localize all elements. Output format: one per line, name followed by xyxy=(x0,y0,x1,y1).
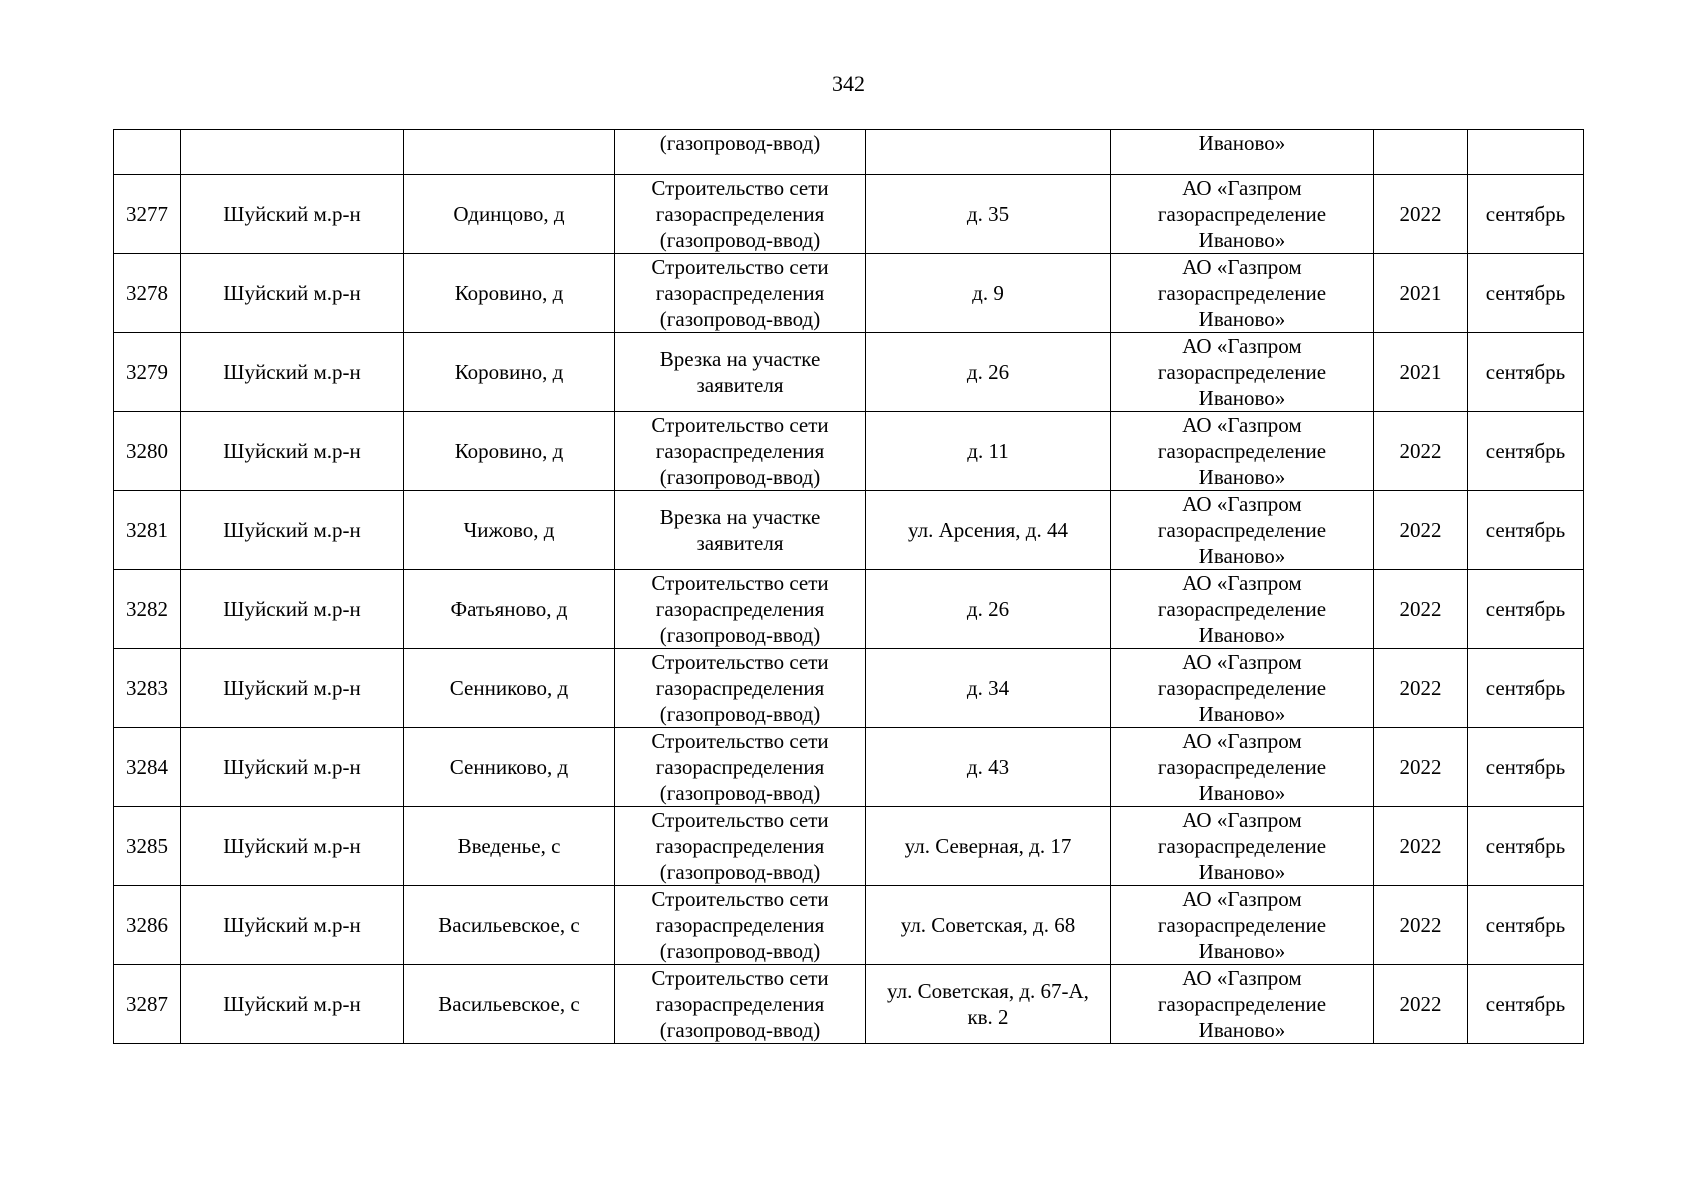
cell-district: Шуйский м.р-н xyxy=(181,175,404,254)
cell-address: д. 35 xyxy=(866,175,1111,254)
cell-district: Шуйский м.р-н xyxy=(181,412,404,491)
cell-month: сентябрь xyxy=(1468,254,1584,333)
cell-num: 3284 xyxy=(114,728,181,807)
cell-org: АО «Газпром газораспределение Иваново» xyxy=(1111,965,1374,1044)
cell-work: (газопровод-ввод) xyxy=(615,130,866,175)
cell-year: 2022 xyxy=(1374,570,1468,649)
cell-year: 2021 xyxy=(1374,333,1468,412)
cell-org: АО «Газпром газораспределение Иваново» xyxy=(1111,570,1374,649)
cell-month: сентябрь xyxy=(1468,886,1584,965)
cell-address: ул. Советская, д. 68 xyxy=(866,886,1111,965)
cell-num: 3285 xyxy=(114,807,181,886)
cell-month: сентябрь xyxy=(1468,570,1584,649)
cell-work: Строительство сети газораспределения (газопровод-ввод) xyxy=(615,412,866,491)
cell-org: АО «Газпром газораспределение Иваново» xyxy=(1111,254,1374,333)
cell-org: АО «Газпром газораспределение Иваново» xyxy=(1111,491,1374,570)
cell-year xyxy=(1374,130,1468,175)
cell-district: Шуйский м.р-н xyxy=(181,649,404,728)
cell-district: Шуйский м.р-н xyxy=(181,570,404,649)
cell-year: 2021 xyxy=(1374,254,1468,333)
table-row xyxy=(114,649,1584,728)
cell-month xyxy=(1468,130,1584,175)
cell-work: Строительство сети газораспределения (газопровод-ввод) xyxy=(615,570,866,649)
cell-org: АО «Газпром газораспределение Иваново» xyxy=(1111,412,1374,491)
cell-work: Строительство сети газораспределения (газопровод-ввод) xyxy=(615,886,866,965)
cell-year: 2022 xyxy=(1374,491,1468,570)
cell-address: д. 26 xyxy=(866,333,1111,412)
table-row xyxy=(114,570,1584,649)
cell-address: д. 43 xyxy=(866,728,1111,807)
cell-address: ул. Северная, д. 17 xyxy=(866,807,1111,886)
cell-month: сентябрь xyxy=(1468,333,1584,412)
cell-month: сентябрь xyxy=(1468,965,1584,1044)
cell-month: сентябрь xyxy=(1468,728,1584,807)
cell-work: Строительство сети газораспределения (газопровод-ввод) xyxy=(615,254,866,333)
cell-work: Врезка на участке заявителя xyxy=(615,491,866,570)
cell-num: 3281 xyxy=(114,491,181,570)
table-row xyxy=(114,333,1584,412)
cell-work: Строительство сети газораспределения (газопровод-ввод) xyxy=(615,175,866,254)
cell-address xyxy=(866,130,1111,175)
cell-org: АО «Газпром газораспределение Иваново» xyxy=(1111,649,1374,728)
cell-num xyxy=(114,130,181,175)
cell-work: Строительство сети газораспределения (газопровод-ввод) xyxy=(615,728,866,807)
cell-year: 2022 xyxy=(1374,965,1468,1044)
cell-num: 3278 xyxy=(114,254,181,333)
cell-org: АО «Газпром газораспределение Иваново» xyxy=(1111,333,1374,412)
table-row xyxy=(114,175,1584,254)
cell-locality: Одинцово, д xyxy=(404,175,615,254)
cell-num: 3282 xyxy=(114,570,181,649)
cell-district: Шуйский м.р-н xyxy=(181,728,404,807)
cell-work: Строительство сети газораспределения (газопровод-ввод) xyxy=(615,807,866,886)
cell-locality: Васильевское, с xyxy=(404,965,615,1044)
cell-district: Шуйский м.р-н xyxy=(181,333,404,412)
cell-address: ул. Арсения, д. 44 xyxy=(866,491,1111,570)
table-row xyxy=(114,254,1584,333)
table-row xyxy=(114,412,1584,491)
cell-district: Шуйский м.р-н xyxy=(181,886,404,965)
cell-year: 2022 xyxy=(1374,807,1468,886)
cell-num: 3283 xyxy=(114,649,181,728)
cell-year: 2022 xyxy=(1374,412,1468,491)
cell-work: Строительство сети газораспределения (газопровод-ввод) xyxy=(615,649,866,728)
page-number: 342 xyxy=(832,71,865,96)
table-body xyxy=(114,130,1584,1044)
cell-num: 3279 xyxy=(114,333,181,412)
cell-locality xyxy=(404,130,615,175)
cell-address: д. 34 xyxy=(866,649,1111,728)
cell-num: 3280 xyxy=(114,412,181,491)
cell-district: Шуйский м.р-н xyxy=(181,965,404,1044)
cell-month: сентябрь xyxy=(1468,649,1584,728)
cell-month: сентябрь xyxy=(1468,412,1584,491)
cell-work: Строительство сети газораспределения (газопровод-ввод) xyxy=(615,965,866,1044)
table-row xyxy=(114,728,1584,807)
cell-locality: Введенье, с xyxy=(404,807,615,886)
cell-address: д. 9 xyxy=(866,254,1111,333)
cell-org: Иваново» xyxy=(1111,130,1374,175)
table-row-continuation xyxy=(114,130,1584,175)
cell-org: АО «Газпром газораспределение Иваново» xyxy=(1111,175,1374,254)
cell-address: д. 26 xyxy=(866,570,1111,649)
cell-locality: Коровино, д xyxy=(404,254,615,333)
cell-year: 2022 xyxy=(1374,649,1468,728)
cell-work: Врезка на участке заявителя xyxy=(615,333,866,412)
cell-num: 3286 xyxy=(114,886,181,965)
cell-locality: Васильевское, с xyxy=(404,886,615,965)
cell-month: сентябрь xyxy=(1468,491,1584,570)
cell-locality: Коровино, д xyxy=(404,333,615,412)
cell-district: Шуйский м.р-н xyxy=(181,254,404,333)
cell-locality: Сенниково, д xyxy=(404,649,615,728)
cell-num: 3287 xyxy=(114,965,181,1044)
cell-district: Шуйский м.р-н xyxy=(181,807,404,886)
table-row xyxy=(114,807,1584,886)
cell-month: сентябрь xyxy=(1468,807,1584,886)
cell-org: АО «Газпром газораспределение Иваново» xyxy=(1111,728,1374,807)
table-row xyxy=(114,491,1584,570)
cell-year: 2022 xyxy=(1374,175,1468,254)
cell-year: 2022 xyxy=(1374,886,1468,965)
table-row xyxy=(114,965,1584,1044)
cell-org: АО «Газпром газораспределение Иваново» xyxy=(1111,807,1374,886)
cell-locality: Фатьяново, д xyxy=(404,570,615,649)
cell-district: Шуйский м.р-н xyxy=(181,491,404,570)
cell-month: сентябрь xyxy=(1468,175,1584,254)
cell-district xyxy=(181,130,404,175)
cell-locality: Коровино, д xyxy=(404,412,615,491)
cell-address: д. 11 xyxy=(866,412,1111,491)
cell-num: 3277 xyxy=(114,175,181,254)
cell-locality: Чижово, д xyxy=(404,491,615,570)
cell-locality: Сенниково, д xyxy=(404,728,615,807)
cell-address: ул. Советская, д. 67-А, кв. 2 xyxy=(866,965,1111,1044)
table-row xyxy=(114,886,1584,965)
document-table xyxy=(113,129,1584,1044)
cell-org: АО «Газпром газораспределение Иваново» xyxy=(1111,886,1374,965)
cell-year: 2022 xyxy=(1374,728,1468,807)
